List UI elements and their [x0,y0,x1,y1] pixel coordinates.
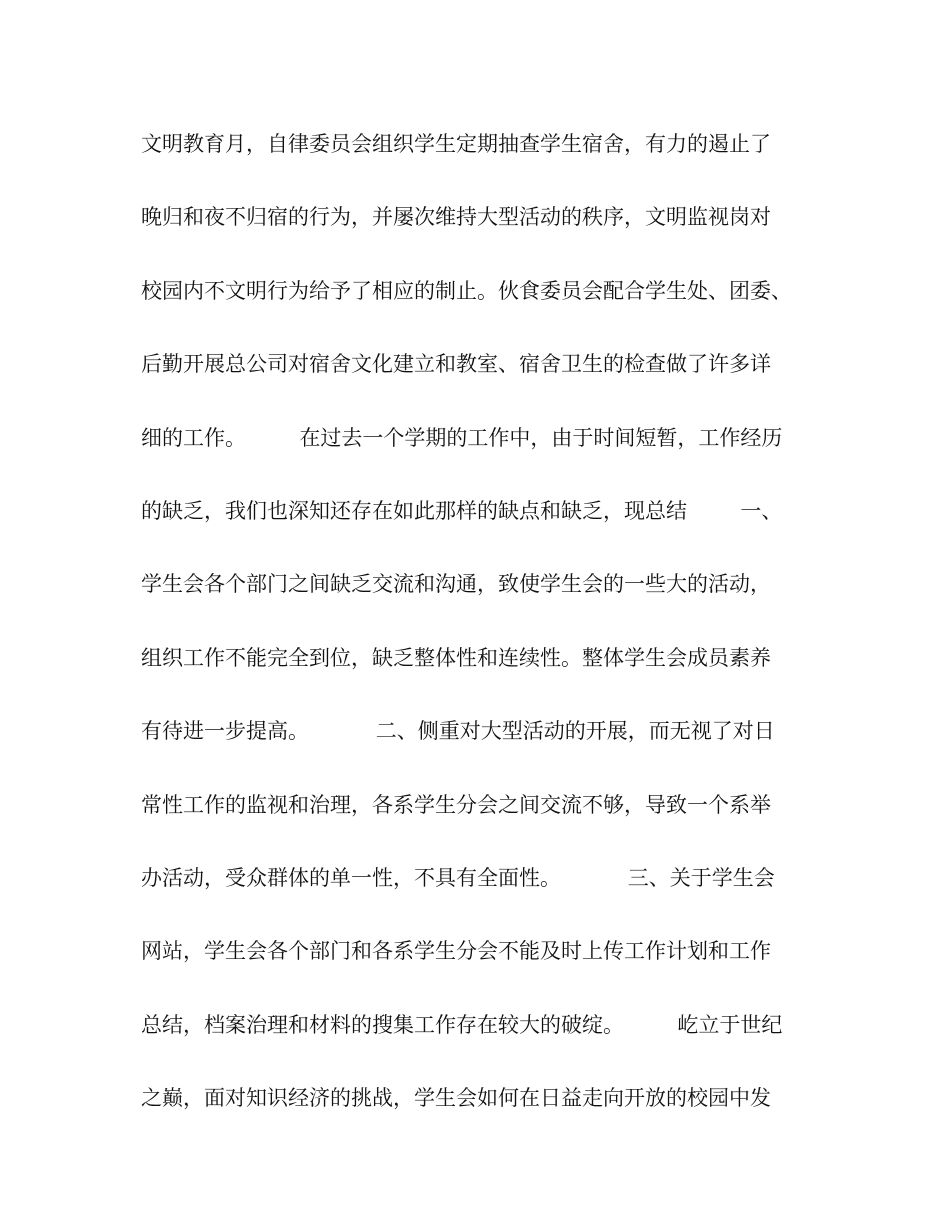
text-line: 后勤开展总公司对宿舍文化建立和教室、宿舍卫生的检查做了许多详 [141,352,771,377]
text-line: 有待进一步提高。 二、侧重对大型活动的开展，而无视了对日 [141,719,775,744]
text-line: 晚归和夜不归宿的行为，并屡次维持大型活动的秩序，文明监视岗对 [141,205,771,230]
text-line: 文明教育月，自律委员会组织学生定期抽查学生宿舍，有力的遏止了 [141,132,771,156]
text-line: 校园内不文明行为给予了相应的制止。伙食委员会配合学生处、团委、 [141,278,792,303]
text-line: 之巅，面对知识经济的挑战，学生会如何在日益走向开放的校园中发 [141,1086,771,1111]
text-line: 的缺乏，我们也深知还存在如此那样的缺点和缺乏，现总结 一、 [141,498,783,523]
text-line: 办活动，受众群体的单一性，不具有全面性。 三、关于学生会 [141,865,775,890]
text-line: 学生会各个部门之间缺乏交流和沟通，致使学生会的一些大的活动， [141,572,771,597]
text-line: 常性工作的监视和治理，各系学生分会之间交流不够，导致一个系举 [141,792,771,817]
body-text [141,118,811,1145]
text-line: 网站，学生会各个部门和各系学生分会不能及时上传工作计划和工作 [141,939,771,964]
text-line: 组织工作不能完全到位，缺乏整体性和连续性。整体学生会成员素养 [141,645,771,670]
text-line: 细的工作。 在过去一个学期的工作中，由于时间短暂，工作经历 [141,425,783,450]
text-line: 总结，档案治理和材料的搜集工作存在较大的破绽。 屹立于世纪 [141,1012,783,1037]
